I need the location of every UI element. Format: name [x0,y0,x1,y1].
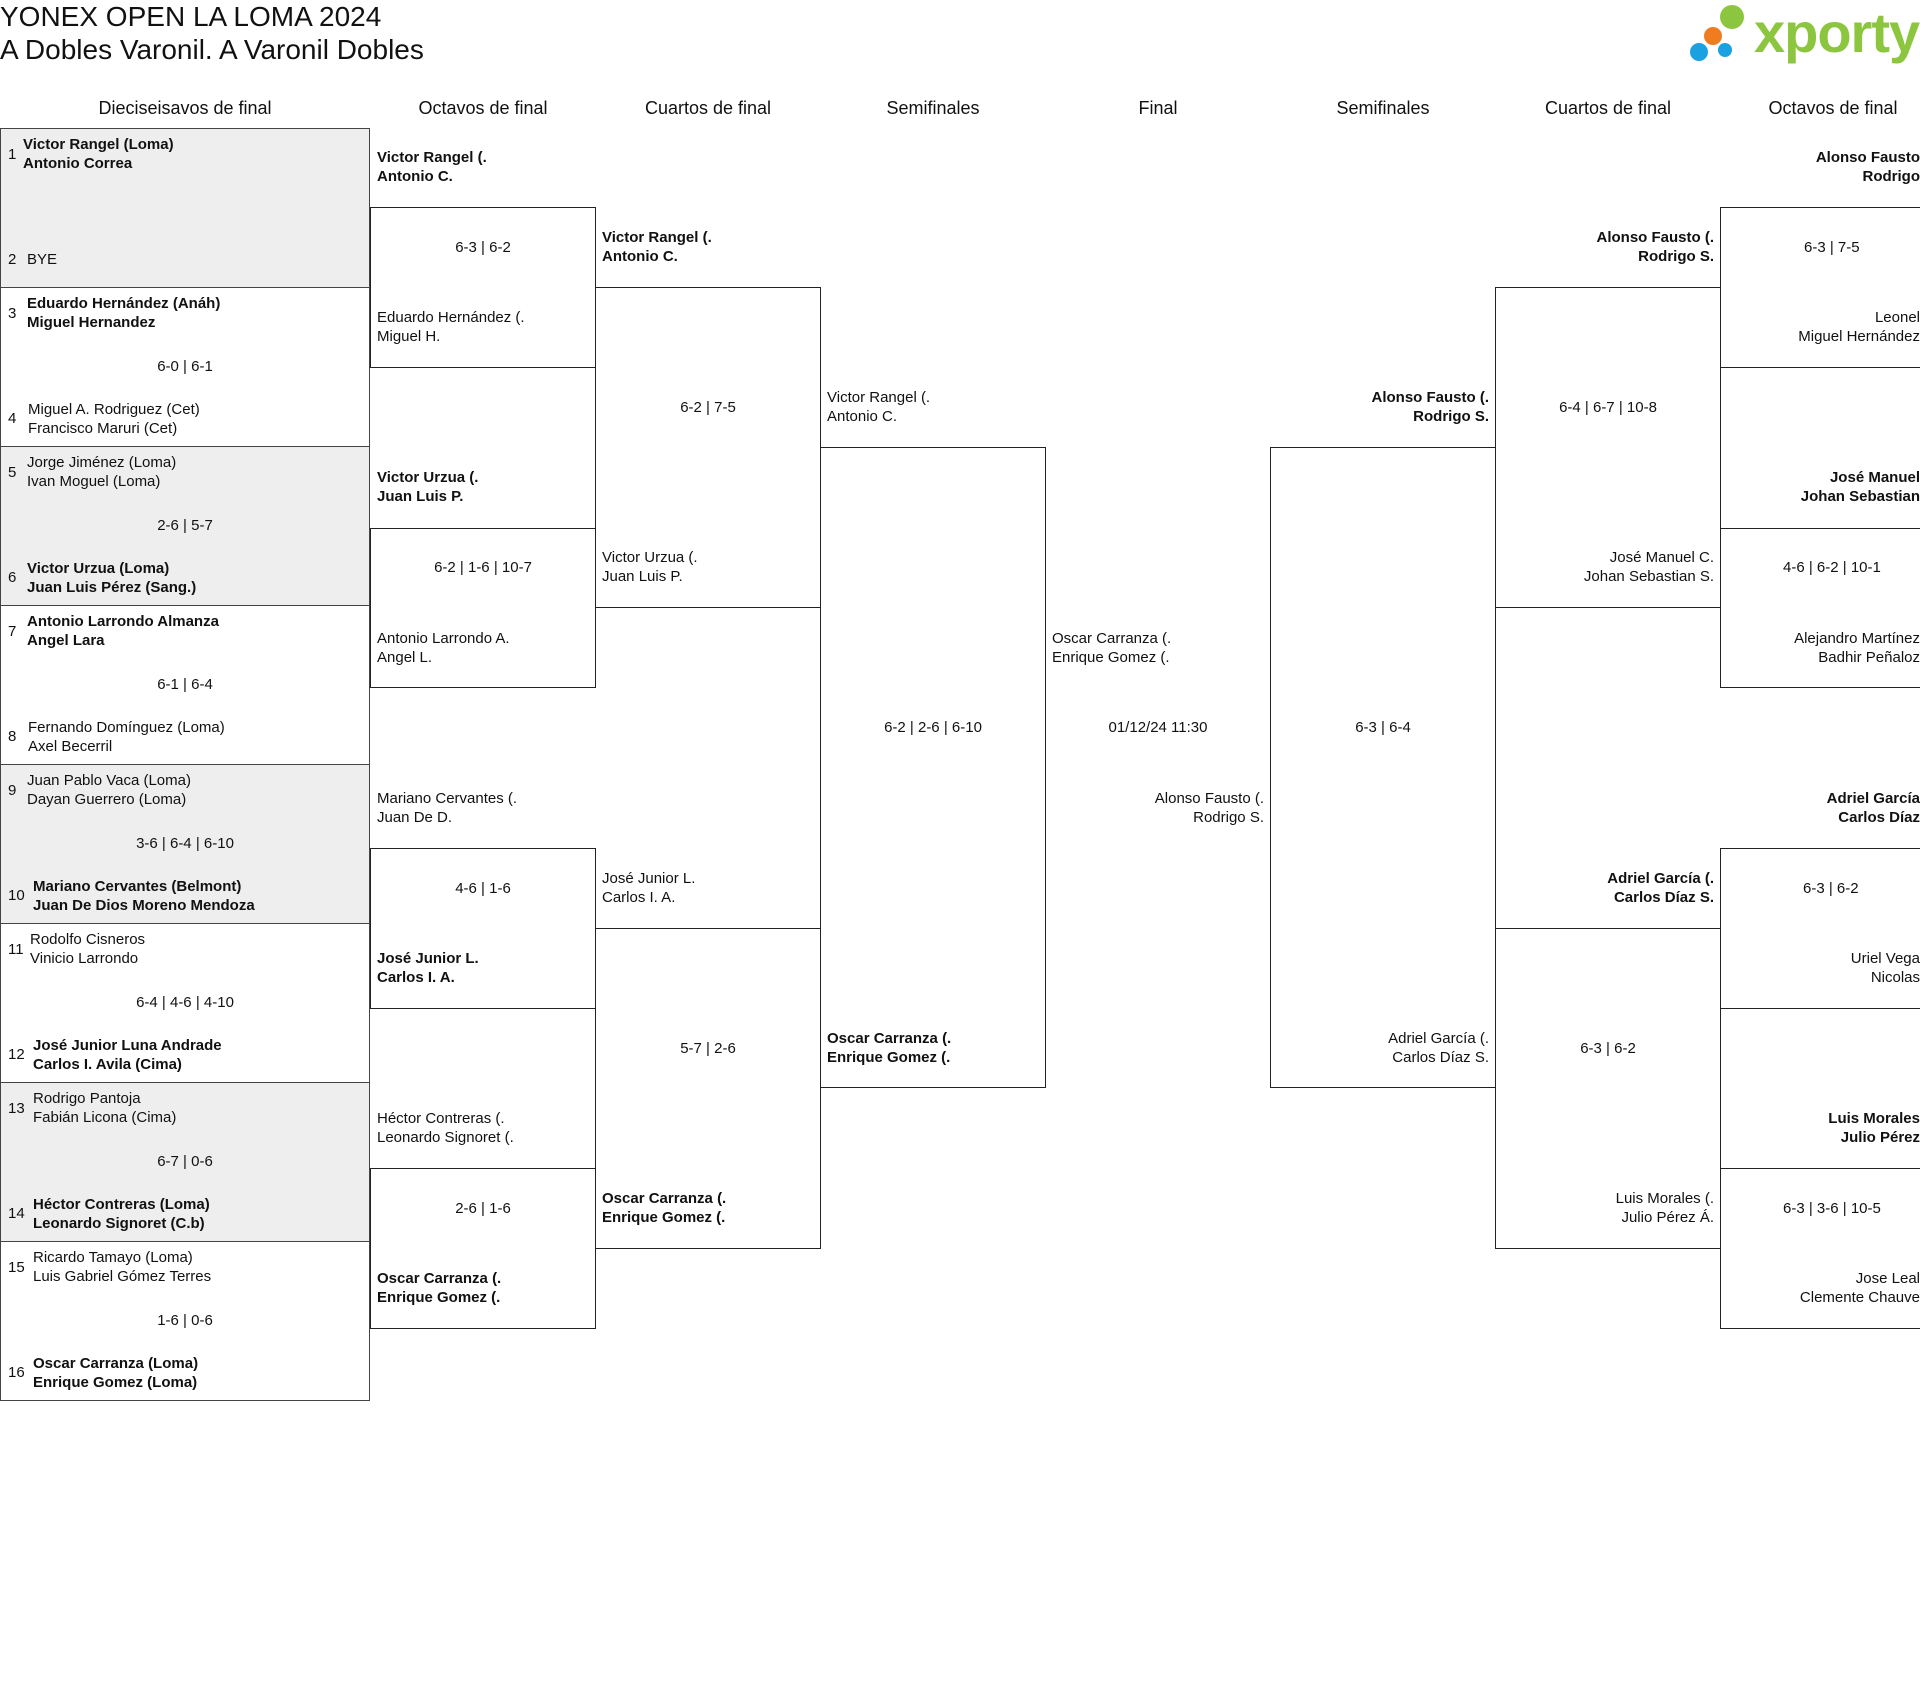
match-score: 6-0 | 6-1 [157,358,213,375]
match-score: 6-4 | 4-6 | 4-10 [136,994,234,1011]
team-player-2[interactable]: Francisco Maruri (Cet) [28,420,178,437]
team-player-1[interactable]: José Junior L. [602,870,696,887]
team-player-1[interactable]: Héctor Contreras (Loma) [33,1196,210,1213]
team-player-1[interactable]: Jose Leal [1855,1270,1920,1287]
team-player-1[interactable]: Miguel A. Rodriguez (Cet) [28,401,200,418]
team-player-1[interactable]: Antonio Larrondo Almanza [27,613,219,630]
team-player-2[interactable]: Antonio Correa [23,155,133,172]
team-player-2[interactable]: Rodrigo [1862,168,1920,185]
team-player-1[interactable]: Rodolfo Cisneros [30,931,146,948]
team-player-1[interactable]: Adriel García (. [1388,1030,1489,1047]
team-player-2[interactable]: Johan Sebastian [1800,488,1920,505]
team-player-1[interactable]: José Junior L. [377,950,479,967]
team-player-2[interactable]: Carlos Díaz S. [1613,889,1714,906]
team-player-2[interactable]: Miguel Hernández [1798,328,1920,345]
seed-number: 10 [8,887,25,904]
match-score: 5-7 | 2-6 [680,1040,736,1057]
team-player-2[interactable]: Angel Lara [27,632,105,649]
logo-dot-green-icon [1720,5,1744,29]
team-player-1[interactable]: Luis Morales [1828,1110,1920,1127]
final-datetime: 01/12/24 11:30 [1108,719,1208,736]
team-player-1[interactable]: Mariano Cervantes (Belmont) [33,878,242,895]
seed-number: 15 [8,1259,25,1276]
team-player-2[interactable]: Dayan Guerrero (Loma) [27,791,187,808]
match-score: 1-6 | 0-6 [157,1312,213,1329]
seed-number: 3 [8,305,17,322]
team-player-2[interactable]: Antonio C. [377,168,453,185]
match-score: 6-3 | 7-5 [1804,239,1860,256]
logo-dot-orange-icon [1704,27,1722,45]
finalist-2-player-1[interactable]: Alonso Fausto (. [1154,790,1264,807]
team-player-1[interactable]: Juan Pablo Vaca (Loma) [27,772,191,789]
team-player-2[interactable]: Carlos I. A. [602,889,676,906]
team-player-1[interactable]: Victor Rangel (. [602,229,712,246]
team-player-2[interactable]: Carlos I. A. [377,969,455,986]
match-score: 6-2 | 1-6 | 10-7 [434,559,532,576]
team-player-2[interactable]: Juan De Dios Moreno Mendoza [33,897,255,914]
seed-number: 9 [8,782,17,799]
team-player-1[interactable]: Victor Rangel (Loma) [23,136,174,153]
xporty-logo[interactable] [1690,1,1920,69]
team-player-1[interactable]: Alonso Fausto [1815,149,1920,166]
team-player-1[interactable]: José Manuel [1829,469,1920,486]
team-player-1[interactable]: Victor Urzua (Loma) [27,560,170,577]
team-player-2[interactable]: Luis Gabriel Gómez Terres [33,1268,212,1285]
team-player-1[interactable]: Oscar Carranza (. [827,1030,952,1047]
team-player-1[interactable]: Uriel Vega [1850,950,1920,967]
team-player-1[interactable]: Victor Rangel (. [377,149,487,166]
team-player-2[interactable]: Johan Sebastian S. [1583,568,1714,585]
team-player-2[interactable]: Enrique Gomez (. [602,1209,726,1226]
team-player-2[interactable]: Miguel Hernandez [27,314,156,331]
match-score: 4-6 | 6-2 | 10-1 [1783,559,1881,576]
seed-number: 12 [8,1046,25,1063]
team-player-1[interactable]: Mariano Cervantes (. [377,790,518,807]
team-player-1[interactable]: Alejandro Martínez [1794,630,1920,647]
team-player-2[interactable]: Carlos Díaz S. [1392,1049,1489,1066]
team-player-2[interactable]: Juan Luis Pérez (Sang.) [27,579,197,596]
seed-number: 7 [8,623,17,640]
team-player-2[interactable]: Angel L. [377,649,433,666]
team-player-2[interactable]: Juan De D. [377,809,453,826]
team-player-1[interactable]: Alonso Fausto (. [1596,229,1714,246]
match-score: 6-7 | 0-6 [157,1153,213,1170]
tournament-title: YONEX OPEN LA LOMA 2024 [0,1,382,32]
team-player-1[interactable]: Victor Rangel (. [827,389,931,406]
match-score: 2-6 | 1-6 [455,1200,511,1217]
seed-number: 14 [8,1205,25,1222]
team-player-1[interactable]: Jorge Jiménez (Loma) [27,454,177,471]
column-header-sf-right: Semifinales [1336,98,1430,118]
match-score: 6-3 | 6-2 [1803,880,1859,897]
team-player-2[interactable]: Juan Luis P. [602,568,683,585]
team-player-2[interactable]: Leonardo Signoret (. [377,1129,514,1146]
team-player-2[interactable]: Antonio C. [827,408,898,425]
column-header-qf-left: Cuartos de final [644,98,772,118]
column-header-r32: Dieciseisavos de final [98,98,272,118]
match-score: 6-2 | 7-5 [680,399,736,416]
seed-number: 8 [8,728,17,745]
team-player-2[interactable]: Julio Pérez [1840,1129,1920,1146]
team-player-2[interactable]: Nicolas [1870,969,1920,986]
match-score: 6-3 | 6-2 [1580,1040,1636,1057]
seed-number: 16 [8,1364,25,1381]
team-player-1[interactable]: Leonel [1874,309,1920,326]
column-header-sf-left: Semifinales [886,98,980,118]
match-score: 6-3 | 3-6 | 10-5 [1783,1200,1881,1217]
match-score: 6-3 | 6-4 [1355,719,1411,736]
team-player-1[interactable]: Victor Urzua (. [602,549,698,566]
team-player-2[interactable]: Vinicio Larrondo [30,950,139,967]
seed-number: 6 [8,569,17,586]
team-player-1[interactable]: Luis Morales (. [1615,1190,1714,1207]
logo-text: xporty [1754,1,1920,64]
team-player-1[interactable]: Antonio Larrondo A. [377,630,510,647]
team-player-2[interactable]: Miguel H. [377,328,441,345]
team-player-2[interactable]: Axel Becerril [28,738,113,755]
team-player-1[interactable]: José Junior Luna Andrade [33,1037,222,1054]
finalist-1-player-1[interactable]: Oscar Carranza (. [1052,630,1172,647]
draw-subtitle: A Dobles Varonil. A Varonil Dobles [0,34,424,65]
logo-dot-blue-small-icon [1718,43,1732,57]
match-score: 6-4 | 6-7 | 10-8 [1559,399,1657,416]
sf-match-connector [820,447,1046,1088]
team-player-1[interactable]: Fernando Domínguez (Loma) [28,719,225,736]
team-player-2[interactable]: Ivan Moguel (Loma) [27,473,161,490]
column-header-r16-left: Octavos de final [418,98,548,118]
seed-number: 2 [8,251,17,268]
match-score: 4-6 | 1-6 [455,880,511,897]
match-score: 6-2 | 2-6 | 6-10 [884,719,982,736]
team-player-2[interactable]: Enrique Gomez (. [827,1049,951,1066]
match-score: 2-6 | 5-7 [157,517,213,534]
team-player-2[interactable]: Clemente Chauve [1799,1289,1920,1306]
team-player-2[interactable]: Fabián Licona (Cima) [33,1109,177,1126]
team-player-2[interactable]: Carlos Díaz [1838,809,1920,826]
finalist-2-player-2[interactable]: Rodrigo S. [1193,809,1264,826]
team-player-1[interactable]: Oscar Carranza (Loma) [33,1355,199,1372]
team-player-1[interactable]: Adriel García (. [1607,870,1714,887]
seed-number: 5 [8,464,17,481]
team-player-2[interactable]: Enrique Gomez (. [377,1289,501,1306]
team-player-2[interactable]: Carlos I. Avila (Cima) [33,1056,182,1073]
team-player-2[interactable]: Julio Pérez Á. [1621,1209,1714,1226]
finalist-1-player-2[interactable]: Enrique Gomez (. [1052,649,1170,666]
match-score: 6-3 | 6-2 [455,239,511,256]
team-player-1[interactable]: Eduardo Hernández (. [377,309,525,326]
team-player-1[interactable]: Adriel García [1826,790,1920,807]
team-player-2[interactable]: Badhir Peñaloz [1818,649,1920,666]
team-player-1[interactable]: Eduardo Hernández (Anáh) [27,295,221,312]
team-player-2[interactable]: Rodrigo S. [1638,248,1714,265]
team-player-2[interactable]: Antonio C. [602,248,678,265]
team-player-1[interactable]: BYE [27,251,58,268]
seed-number: 1 [8,146,17,163]
column-header-qf-right: Cuartos de final [1544,98,1672,118]
seed-number: 4 [8,410,17,427]
team-player-1[interactable]: Oscar Carranza (. [377,1270,502,1287]
team-player-1[interactable]: Victor Urzua (. [377,469,479,486]
team-player-2[interactable]: Rodrigo S. [1413,408,1489,425]
seed-number: 11 [8,941,24,958]
sf-match-connector [1270,447,1496,1088]
team-player-2[interactable]: Enrique Gomez (Loma) [33,1374,198,1391]
column-header-r16-right: Octavos de final [1768,98,1898,118]
column-header-final: Final [1138,98,1178,118]
team-player-2[interactable]: Juan Luis P. [377,488,464,505]
team-player-1[interactable]: Oscar Carranza (. [602,1190,727,1207]
logo-dot-blue-icon [1690,43,1708,61]
team-player-1[interactable]: José Manuel C. [1609,549,1714,566]
team-player-1[interactable]: Héctor Contreras (. [377,1110,505,1127]
team-player-1[interactable]: Alonso Fausto (. [1371,389,1489,406]
match-score: 6-1 | 6-4 [157,676,213,693]
match-score: 3-6 | 6-4 | 6-10 [136,835,234,852]
seed-number: 13 [8,1100,25,1117]
team-player-2[interactable]: Leonardo Signoret (C.b) [33,1215,205,1232]
team-player-1[interactable]: Rodrigo Pantoja [33,1090,141,1107]
team-player-1[interactable]: Ricardo Tamayo (Loma) [33,1249,193,1266]
